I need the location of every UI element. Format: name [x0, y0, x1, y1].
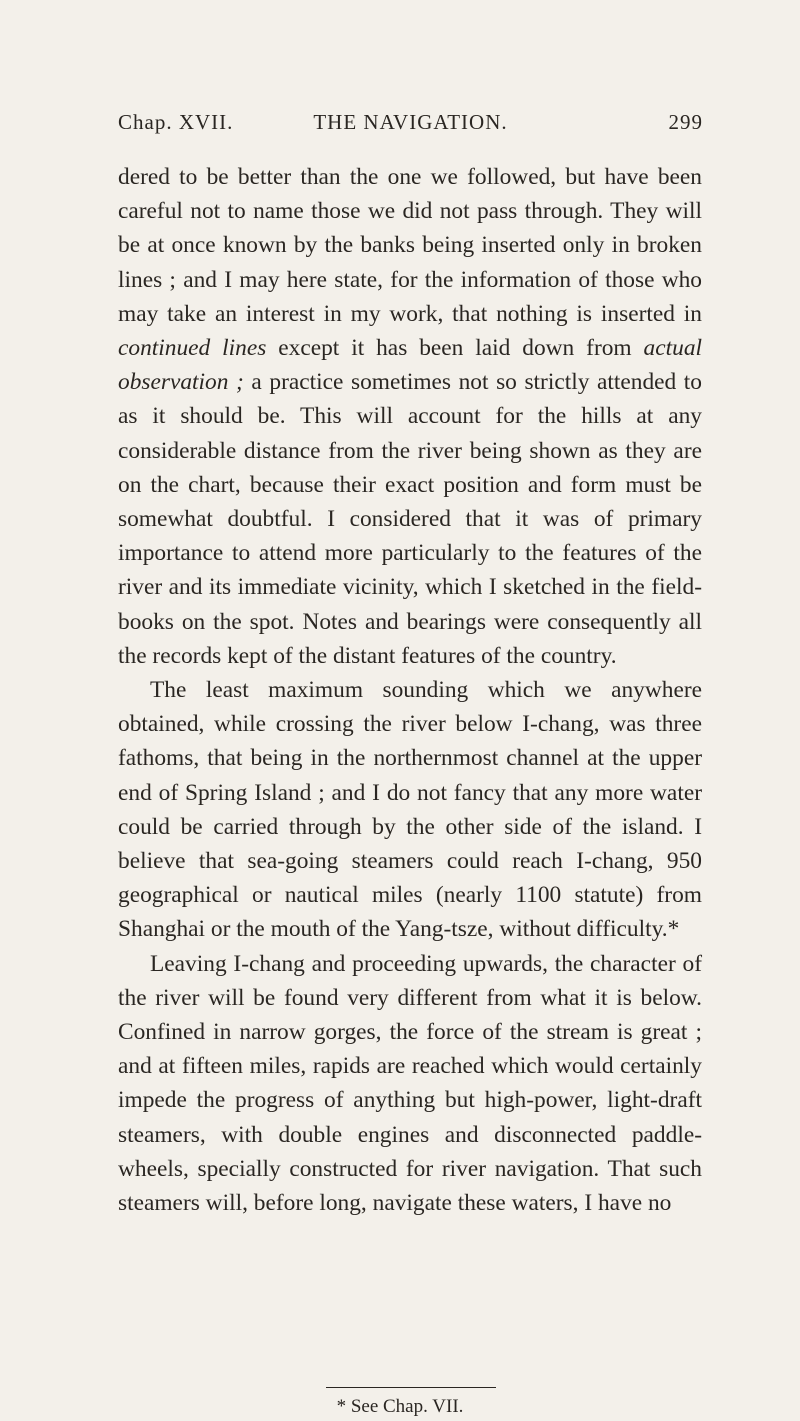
text-run: except it has been laid down from: [266, 335, 644, 362]
text-run: The least maximum sounding which we anywhere obtained, while crossing the river below I-chang, was three fathoms, that being in the northernmost channel at the upper end of Spring Island ; and I do not fancy that any more water could be carried through by the other side of the island. I believe that sea-going steamers could reach I-chang, 950 geographical or nautical miles (nearly 1100 statute) from Shanghai or the mouth of the Yang-tsze, without difficulty.*: [118, 677, 702, 943]
paragraph: [118, 160, 702, 673]
italic-run: actual observation ;: [118, 335, 703, 396]
chapter-label: Chap. XVII.: [118, 110, 234, 134]
footnote-rule: [326, 1387, 496, 1388]
text-run: dered to be better than the one we followed, but have been careful not to name those we did not pass through. They will be at once known by the banks being inserted only in broken lines ; and I may here state, for the information of those who may take an interest in my work, that nothing is inserted in: [118, 164, 702, 327]
body-text: [118, 160, 702, 1220]
footnote: * See Chap. VII.: [336, 1396, 464, 1417]
paragraph: [118, 673, 702, 947]
page-number: 299: [668, 110, 703, 134]
text-run: Leaving I-chang and proceeding upwards, the character of the river will be found very different from what it is below. Confined in narrow gorges, the force of the stream is great ; and at fifteen miles, rapids are reached which would certainly impede the progress of anything but high-power, light-draft steamers, with double engines and disconnected paddle-wheels, specially constructed for river navigation. That such steamers will, before long, navigate these waters, I have no: [118, 950, 702, 1217]
paragraph: [118, 947, 702, 1221]
running-title: THE NAVIGATION.: [313, 110, 508, 134]
italic-run: continued lines: [118, 335, 267, 362]
text-run: a practice sometimes not so strictly attended to as it should be. This will account for the hills at any considerable distance from the river being shown as they are on the chart, because their exact position and form must be somewhat doubtful. I considered that it was of primary importance to attend more particularly to the features of the river and its immediate vicinity, which I sketched in the field-books on the spot. Notes and bearings were consequently all the records kept of the distant features of the country.: [118, 369, 702, 669]
running-header: [118, 110, 703, 142]
